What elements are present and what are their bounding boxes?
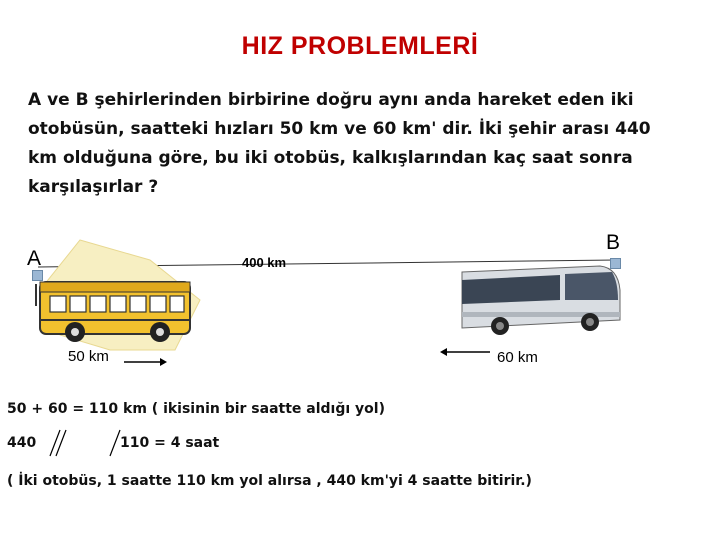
point-b-marker [610, 258, 621, 269]
problem-text [28, 86, 698, 202]
arrow-left-icon [440, 348, 490, 356]
solution-dividend: 440 [7, 435, 37, 451]
point-a-label: A [27, 247, 42, 270]
division-slashes [44, 428, 124, 458]
coach-bus-icon [462, 266, 620, 335]
speed-a-label: 50 km [68, 348, 109, 365]
problem-line-3: km olduğuna göre, bu iki otobüs, kalkışlarından kaç saat sonra [28, 148, 633, 168]
problem-line-4: karşılaşırlar ? [28, 177, 159, 197]
problem-line-1: A ve B şehirlerinden birbirine doğru aynı anda hareket eden iki [28, 90, 634, 110]
point-a-marker [32, 270, 43, 281]
problem-line-2: otobüsün, saatteki hızları 50 km ve 60 km' dir. İki şehir arası 440 [28, 119, 651, 139]
school-bus-icon [36, 282, 190, 342]
arrow-right-icon [124, 358, 167, 366]
page-title: HIZ PROBLEMLERİ [241, 32, 479, 60]
speed-b-label: 60 km [497, 349, 538, 366]
solution-line-3: ( İki otobüs, 1 saatte 110 km yol alırsa , 440 km'yi 4 saatte bitirir.) [7, 473, 532, 489]
solution-result: 110 = 4 saat [120, 435, 220, 451]
point-b-label: B [606, 231, 621, 254]
distance-label: 400 km [242, 255, 287, 270]
solution-line-1: 50 + 60 = 110 km ( ikisinin bir saatte aldığı yol) [7, 401, 385, 417]
